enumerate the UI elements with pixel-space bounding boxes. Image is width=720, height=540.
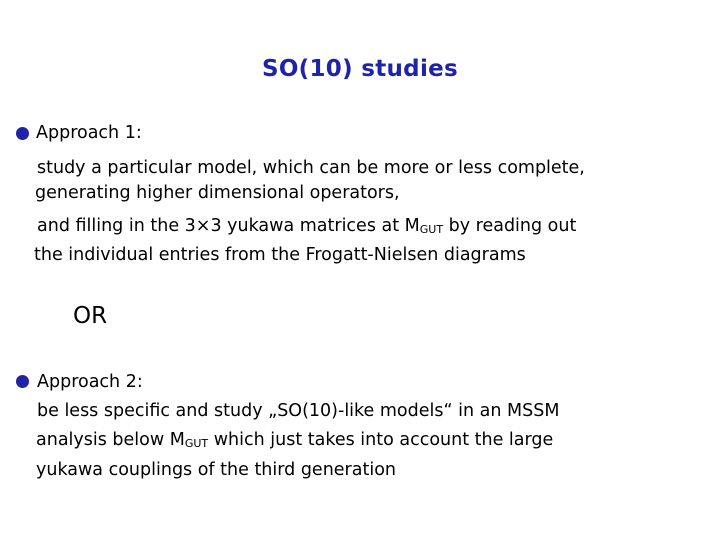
approach-2-line-1: be less specific and study „SO(10)-like models“ in an MSSM [37,401,560,421]
approach-1-line-3 [37,215,576,237]
approach-2-line-3: yukawa couplings of the third generation [36,460,396,480]
approach-2-line-2-post: which just takes into account the large [208,430,554,450]
approach-1-line-1: study a particular model, which can be more or less complete, [37,158,585,178]
approach-2-heading: Approach 2: [37,372,143,392]
page-title [0,56,720,82]
approach-1-gut-subscript: GUT [419,223,444,236]
approach-2-gut-subscript: GUT [184,437,209,450]
or-label: OR [73,303,108,329]
approach-1-line-2: generating higher dimensional operators, [35,183,400,203]
approach-1-line-3-post: by reading out [443,216,577,236]
approach-1-line-3-pre: and filling in the 3×3 yukawa matrices at M [37,216,420,236]
approach-1-line-4: the individual entries from the Frogatt-Nielsen diagrams [34,245,526,265]
approach-1-heading: Approach 1: [36,123,142,143]
page-title-text: SO(10) studies [261,56,459,82]
approach-2-line-2 [36,429,553,451]
approach-2-line-2-pre: analysis below M [36,430,185,450]
bullet-approach-1 [16,127,29,140]
bullet-approach-2 [16,375,29,388]
